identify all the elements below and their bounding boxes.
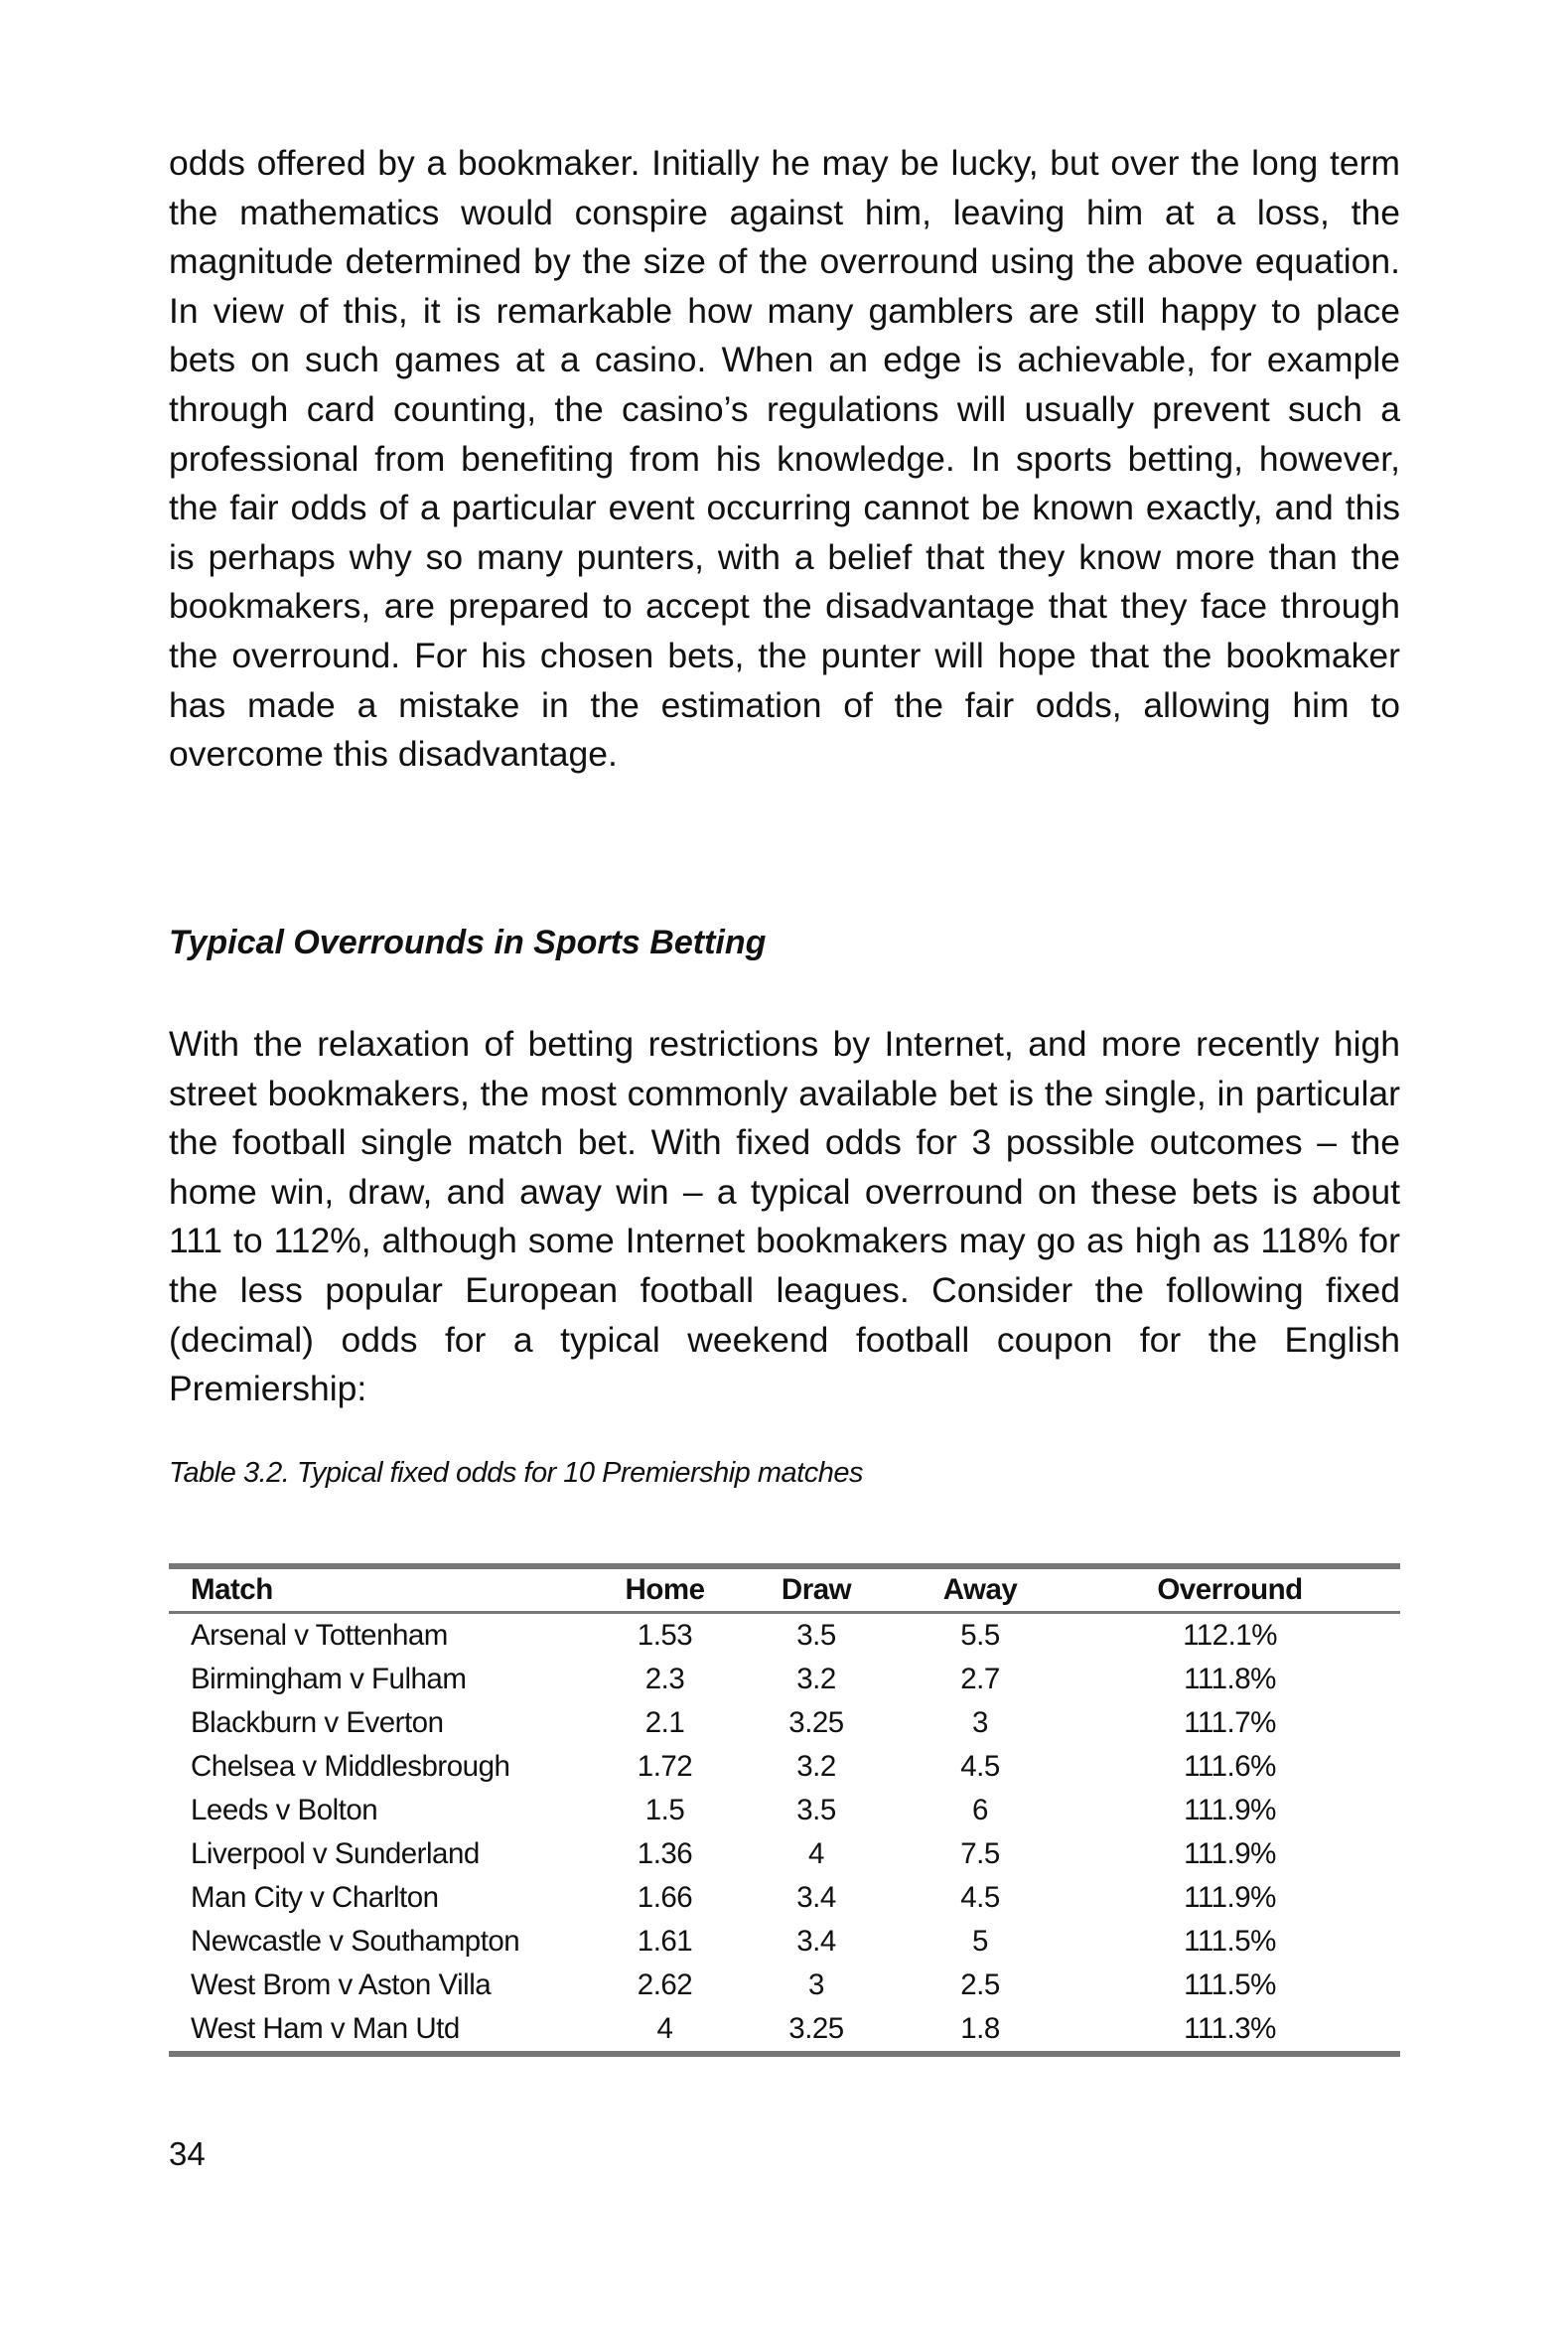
cell-match: Man City v Charlton bbox=[191, 1881, 439, 1914]
table-caption: Table 3.2. Typical fixed odds for 10 Premiership matches bbox=[169, 1457, 863, 1489]
cell-away: 5.5 bbox=[960, 1619, 1000, 1652]
cell-home: 1.66 bbox=[637, 1881, 693, 1914]
cell-draw: 3.5 bbox=[796, 1619, 836, 1652]
cell-home: 2.3 bbox=[644, 1663, 685, 1695]
cell-overround: 111.8% bbox=[1184, 1663, 1276, 1695]
cell-match: West Ham v Man Utd bbox=[169, 2007, 598, 2054]
cell-away: 2.5 bbox=[960, 1968, 1000, 2001]
cell-draw: 4 bbox=[808, 1837, 824, 1870]
cell-home: 2.62 bbox=[637, 1968, 693, 2001]
cell-match: Newcastle v Southampton bbox=[191, 1925, 520, 1958]
cell-match: Blackburn v Everton bbox=[191, 1706, 444, 1739]
cell-home: 2.1 bbox=[644, 1706, 685, 1739]
cell-overround: 111.9% bbox=[1184, 1881, 1276, 1914]
table-row bbox=[169, 1920, 1400, 1964]
cell-draw: 3.25 bbox=[732, 2007, 901, 2054]
table-row bbox=[169, 1701, 1400, 1745]
cell-overround: 111.5% bbox=[1184, 1925, 1276, 1958]
cell-match: Liverpool v Sunderland bbox=[191, 1837, 480, 1870]
table-row bbox=[169, 1876, 1400, 1920]
cell-overround: 111.7% bbox=[1184, 1706, 1276, 1739]
cell-away: 5 bbox=[972, 1925, 988, 1958]
cell-home: 1.36 bbox=[637, 1837, 693, 1870]
table-row bbox=[169, 2007, 1400, 2054]
column-header-match: Match bbox=[169, 1566, 598, 1613]
cell-away: 1.8 bbox=[901, 2007, 1060, 2054]
column-header-draw: Draw bbox=[732, 1566, 901, 1613]
page-number: 34 bbox=[169, 2135, 206, 2172]
cell-overround: 112.1% bbox=[1183, 1619, 1277, 1652]
table-row bbox=[169, 1613, 1400, 1659]
table-row bbox=[169, 1745, 1400, 1789]
cell-draw: 3.4 bbox=[796, 1881, 836, 1914]
table-header-row bbox=[169, 1566, 1400, 1613]
cell-match: Arsenal v Tottenham bbox=[191, 1619, 448, 1652]
column-header-home: Home bbox=[598, 1566, 732, 1613]
cell-home: 1.5 bbox=[644, 1794, 685, 1826]
cell-match: Birmingham v Fulham bbox=[191, 1663, 467, 1695]
body-paragraph-2: With the relaxation of betting restrictions by Internet, and more recently high street bookmakers, the most commonly available bet is the single, in particular the football single match bet. With fixed odds for 3 possible outcomes – the home win, draw, and away win – a typical overround on these bets is about 111 to 112%, although some Internet bookmakers may go as high as 118% for the less popular European football leagues. Consider the following fixed (decimal) odds for a typical weekend football coupon for the English Premiership: bbox=[169, 1024, 1400, 1409]
body-paragraph-1: odds offered by a bookmaker. Initially he may be lucky, but over the long term the mathematics would conspire against him, leaving him at a loss, the magnitude determined by the size of the overround using the above equation. In view of this, it is remarkable how many gamblers are still happy to place bets on such games at a casino. When an edge is achievable, for example through card counting, the casino’s regulations will usually prevent such a professional from benefiting from his knowledge. In sports betting, however, the fair odds of a particular event occurring cannot be known exactly, and this is perhaps why so many punters, with a belief that they know more than the bookmakers, are prepared to accept the disadvantage that they face through the overround. For his chosen bets, the punter will hope that the bookmaker has made a mistake in the estimation of the fair odds, allowing him to overcome this disadvantage. bbox=[169, 143, 1400, 775]
cell-away: 4.5 bbox=[960, 1881, 1000, 1914]
cell-away: 7.5 bbox=[960, 1837, 1000, 1870]
cell-overround: 111.3% bbox=[1060, 2007, 1400, 2054]
cell-draw: 3 bbox=[808, 1968, 824, 2001]
cell-away: 2.7 bbox=[960, 1663, 1000, 1695]
table-row bbox=[169, 1658, 1400, 1701]
cell-draw: 3.5 bbox=[796, 1794, 836, 1826]
odds-table bbox=[169, 1563, 1400, 2057]
cell-away: 4.5 bbox=[960, 1750, 1000, 1783]
cell-match: Chelsea v Middlesbrough bbox=[191, 1750, 510, 1783]
cell-draw: 3.2 bbox=[796, 1663, 836, 1695]
table-row bbox=[169, 1832, 1400, 1876]
cell-overround: 111.5% bbox=[1184, 1968, 1276, 2001]
table-row bbox=[169, 1789, 1400, 1832]
cell-home: 4 bbox=[598, 2007, 732, 2054]
cell-away: 3 bbox=[972, 1706, 988, 1739]
cell-away: 6 bbox=[972, 1794, 988, 1826]
column-header-away: Away bbox=[901, 1566, 1060, 1613]
cell-match: Leeds v Bolton bbox=[191, 1794, 378, 1826]
cell-match: West Brom v Aston Villa bbox=[191, 1968, 492, 2001]
cell-overround: 111.9% bbox=[1184, 1837, 1276, 1870]
cell-home: 1.53 bbox=[637, 1619, 693, 1652]
cell-overround: 111.6% bbox=[1184, 1750, 1276, 1783]
cell-draw: 3.4 bbox=[796, 1925, 836, 1958]
cell-home: 1.61 bbox=[637, 1925, 693, 1958]
cell-overround: 111.9% bbox=[1184, 1794, 1276, 1826]
table-row bbox=[169, 1964, 1400, 2007]
column-header-overround: Overround bbox=[1060, 1566, 1400, 1613]
cell-home: 1.72 bbox=[637, 1750, 693, 1783]
section-heading: Typical Overrounds in Sports Betting bbox=[169, 924, 767, 961]
cell-draw: 3.25 bbox=[788, 1706, 844, 1739]
cell-draw: 3.2 bbox=[796, 1750, 836, 1783]
